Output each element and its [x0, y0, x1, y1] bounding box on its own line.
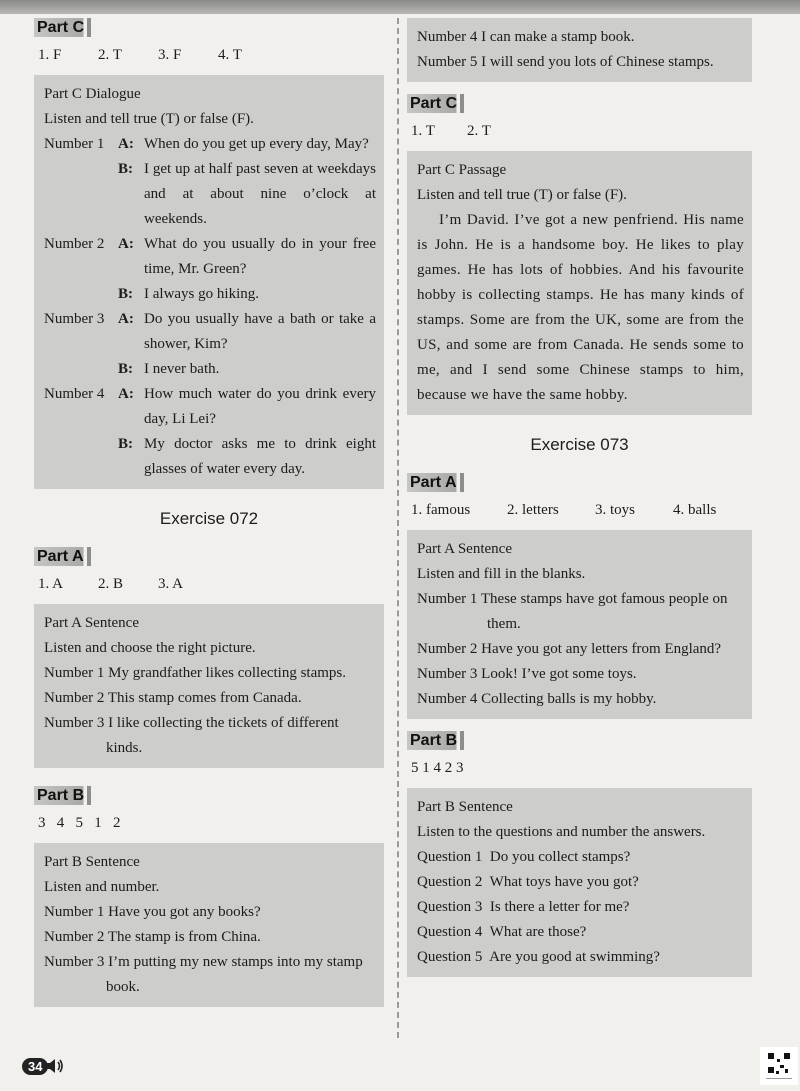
answer-item: 2. B [98, 576, 124, 592]
dialogue-line [44, 157, 376, 232]
dialogue-line [44, 432, 376, 482]
top-edge-band [0, 0, 800, 14]
sentence-box [407, 530, 752, 719]
line-text: What toys have you got? [489, 874, 639, 890]
exercise-title: Exercise 073 [530, 435, 629, 454]
part-b-label: Part B [407, 731, 473, 750]
line-number: Number 1 [44, 665, 105, 681]
line-text: Are you good at swimming? [489, 949, 660, 965]
box-title: Part A Sentence [44, 615, 139, 631]
passage-box [407, 151, 752, 415]
dialogue-number: Number 3 [44, 311, 105, 327]
part-c-answers [38, 45, 384, 65]
answer-item: 4. T [218, 47, 242, 63]
dialogue-text: When do you get up every day, May? [144, 136, 369, 152]
speaker-b: B: [118, 161, 133, 177]
sentence-line [417, 945, 744, 970]
line-text: Look! I’ve got some toys. [481, 666, 637, 682]
box-title: Part C Passage [417, 162, 507, 178]
box-instruction: Listen and tell true (T) or false (F). [44, 111, 254, 127]
dialogue-line [44, 307, 376, 357]
part-a-answers [411, 500, 752, 520]
qr-code-icon [760, 1047, 798, 1085]
sentence-line [417, 25, 744, 50]
part-a-label: Part A [34, 547, 100, 566]
speaker-a: A: [118, 311, 134, 327]
line-number: Number 3 [44, 954, 105, 970]
answer-item: 3. toys [595, 502, 636, 518]
box-instruction: Listen and tell true (T) or false (F). [417, 187, 627, 203]
answer-item: 3. F [158, 47, 182, 63]
speaker-a: A: [118, 236, 134, 252]
dialogue-box [34, 75, 384, 489]
answer-item: 2. T [98, 47, 122, 63]
line-number: Question 4 [417, 924, 483, 940]
sentence-line [44, 900, 376, 925]
speaker-b: B: [118, 361, 133, 377]
line-number: Number 2 [44, 929, 105, 945]
line-text: I’m putting my new stamps into my stamp book. [106, 954, 363, 995]
sentence-line [417, 920, 744, 945]
line-text: Do you collect stamps? [489, 849, 631, 865]
box-title: Part A Sentence [417, 541, 512, 557]
line-number: Number 3 [44, 715, 105, 731]
dialogue-text: What do you usually do in your free time, Mr. Green? [144, 236, 376, 277]
dialogue-number: Number 4 [44, 386, 105, 402]
box-instruction: Listen and choose the right picture. [44, 640, 256, 656]
line-text: The stamp is from China. [107, 929, 261, 945]
dialogue-text: I get up at half past seven at weekdays and at about nine o’clock at weekends. [144, 161, 376, 227]
speaker-a: A: [118, 136, 134, 152]
line-number: Number 4 [417, 691, 478, 707]
line-text: I can make a stamp book. [481, 29, 635, 45]
left-column [34, 18, 384, 1007]
line-number: Number 1 [44, 904, 105, 920]
exercise-title: Exercise 072 [159, 509, 259, 528]
line-number: Number 1 [417, 591, 478, 607]
sentence-line [44, 925, 376, 950]
sentence-line [44, 711, 376, 761]
sentence-box [407, 788, 752, 977]
sentence-line [417, 870, 744, 895]
line-text: These stamps have got famous people on them. [480, 591, 728, 632]
answer-item: 1. famous [411, 502, 471, 518]
sentence-box [34, 604, 384, 768]
line-text: Is there a letter for me? [489, 899, 630, 915]
answer-item: 4. balls [673, 502, 717, 518]
sentence-line [417, 895, 744, 920]
dialogue-text: Do you usually have a bath or take a shower, Kim? [144, 311, 376, 352]
box-title: Part B Sentence [44, 854, 140, 870]
speaker-a: A: [118, 386, 134, 402]
passage-text: I’m David. I’ve got a new penfriend. His name is John. He is a handsome boy. He likes to play games. He has lots of hobbies. And his favourite hobby is collecting stamps. He has many kinds of stamps. Some are from the UK, some are from the US, and some are from Canada. He sends some to me, and I send some Chinese stamps to him, because we have the same hobby. [417, 212, 744, 403]
dialogue-text: I never bath. [144, 361, 220, 377]
line-text: I will send you lots of Chinese stamps. [481, 54, 714, 70]
line-number: Question 3 [417, 899, 483, 915]
answer-item: 1. A [38, 576, 64, 592]
speaker-b: B: [118, 436, 133, 452]
speaker-icon [44, 1056, 64, 1076]
speaker-b: B: [118, 286, 133, 302]
sentence-line [44, 950, 376, 1000]
line-text: I like collecting the tickets of different kinds. [106, 715, 339, 756]
sentence-line [44, 686, 376, 711]
answer-item: 3. A [158, 576, 184, 592]
column-divider [397, 18, 399, 1038]
part-a-label: Part A [407, 473, 473, 492]
answer-item: 1. F [38, 47, 62, 63]
dialogue-line [44, 382, 376, 432]
sentence-line [417, 662, 744, 687]
dialogue-line [44, 132, 376, 157]
line-text: Have you got any books? [108, 904, 261, 920]
line-number: Number 2 [417, 641, 478, 657]
continued-box [407, 18, 752, 82]
page-number: 34 [22, 1058, 48, 1075]
line-number: Number 4 [417, 29, 478, 45]
part-c-label: Part C [34, 18, 100, 37]
dialogue-line [44, 232, 376, 282]
line-number: Number 5 [417, 54, 478, 70]
part-a-answers [38, 574, 384, 594]
sentence-line [417, 687, 744, 712]
dialogue-number: Number 1 [44, 136, 105, 152]
sentence-line [417, 637, 744, 662]
dialogue-text: How much water do you drink every day, Li Lei? [144, 386, 376, 427]
line-text: Have you got any letters from England? [481, 641, 722, 657]
dialogue-number: Number 2 [44, 236, 105, 252]
line-text: This stamp comes from Canada. [107, 690, 302, 706]
box-title: Part B Sentence [417, 799, 513, 815]
dialogue-line [44, 357, 376, 382]
part-b-answers: 3 4 5 1 2 [38, 815, 121, 831]
dialogue-text: My doctor asks me to drink eight glasses of water every day. [144, 436, 376, 477]
part-b-label: Part B [34, 786, 100, 805]
sentence-line [44, 661, 376, 686]
sentence-line [417, 845, 744, 870]
part-b-answers: 5 1 4 2 3 [411, 760, 464, 776]
line-number: Number 3 [417, 666, 478, 682]
box-instruction: Listen to the questions and number the answers. [417, 824, 706, 840]
sentence-box [34, 843, 384, 1007]
part-c-answers [411, 121, 752, 141]
right-column [407, 18, 752, 977]
answer-item: 2. T [467, 123, 491, 139]
answer-item: 2. letters [507, 502, 559, 518]
box-instruction: Listen and number. [44, 879, 160, 895]
line-text: Collecting balls is my hobby. [481, 691, 657, 707]
line-number: Number 2 [44, 690, 105, 706]
sentence-line [417, 50, 744, 75]
dialogue-line [44, 282, 376, 307]
line-text: My grandfather likes collecting stamps. [108, 665, 347, 681]
line-number: Question 1 [417, 849, 483, 865]
answer-item: 1. T [411, 123, 435, 139]
part-c-label: Part C [407, 94, 473, 113]
line-text: What are those? [489, 924, 587, 940]
sentence-line [417, 587, 744, 637]
line-number: Question 5 [417, 949, 483, 965]
dialogue-text: I always go hiking. [144, 286, 259, 302]
box-instruction: Listen and fill in the blanks. [417, 566, 586, 582]
box-title: Part C Dialogue [44, 86, 141, 102]
line-number: Question 2 [417, 874, 483, 890]
